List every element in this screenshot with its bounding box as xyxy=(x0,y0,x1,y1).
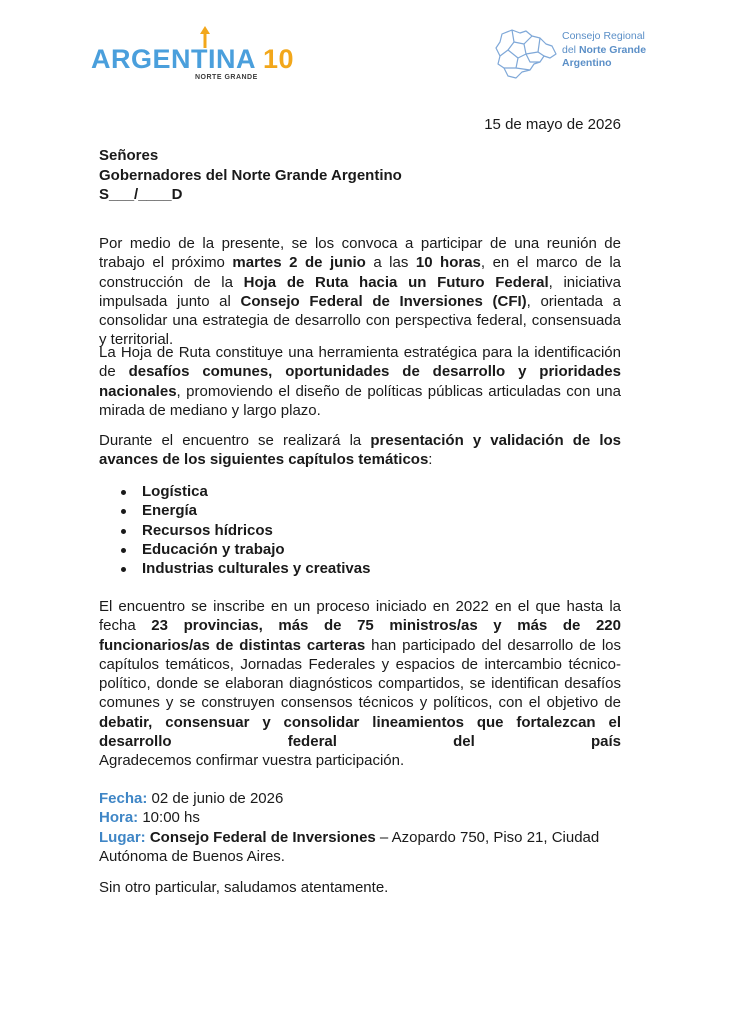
paragraph-agenda-intro: Durante el encuentro se realizará la presentación y validación de los avances de los siguientes capítulos temáticos: xyxy=(99,432,621,469)
region-map-icon xyxy=(494,28,558,80)
paragraph-convocation: Por medio de la presente, se los convoca a participar de una reunión de trabajo el próximo martes 2 de junio a las 10 horas, en el marco de la construcción de la Hoja de Ruta hacia un Futuro Federal, iniciativa impulsada junto al Consejo Federal de Inversiones (CFI), orientada a consolidar una estrategia de desarrollo con perspectiva federal, consensuada y territorial. xyxy=(99,235,622,349)
recipient-line-3: S___/____D xyxy=(99,186,183,203)
list-item: Industrias culturales y creativas xyxy=(99,559,370,578)
paragraph-confirmation: Agradecemos confirmar vuestra participación. xyxy=(99,752,405,769)
recipient-line-1: Señores xyxy=(99,147,159,164)
list-item: Energía xyxy=(99,501,370,520)
detail-time: Hora: 10:00 hs xyxy=(99,809,200,827)
recipient-block xyxy=(99,146,402,205)
detail-date: Fecha: 02 de junio de 2026 xyxy=(99,790,284,807)
list-item: Logística xyxy=(99,482,370,501)
region-logo-line2: del Norte Grande xyxy=(562,43,647,56)
closing-line: Sin otro particular, saludamos atentamente. xyxy=(99,879,389,896)
argentina-10-logo xyxy=(91,26,295,81)
letter-date: 15 de mayo de 2026 xyxy=(484,116,621,133)
paragraph-process: El encuentro se inscribe en un proceso iniciado en 2022 en el que hasta la fecha 23 provincias, más de 75 ministros/as y más de 220 funcionarios/as de distintas carteras han participado del desarrollo de los capítulos temáticos, Jornadas Federales y espacios de intercambio técnico-político, donde se elaboran diagnósticos compartidos, se identifican desafíos comunes y se construyen consensos técnicos y políticos, con el objetivo de debatir, consensuar y consolidar lineamientos que fortalezcan el desarrollo federal del país xyxy=(99,598,621,751)
paragraph-roadmap: La Hoja de Ruta constituye una herramienta estratégica para la identificación de desafíos comunes, oportunidades de desarrollo y prioridades nacionales, promoviendo el diseño de políticas públicas articuladas con una mirada de mediano y largo plazo. xyxy=(99,344,621,419)
logo-word: ARGENTIN xyxy=(91,44,236,74)
logo-number: 10 xyxy=(255,44,295,74)
bullet-icon xyxy=(121,490,126,495)
list-item: Recursos hídricos xyxy=(99,521,370,540)
chapters-list xyxy=(99,482,370,578)
detail-place: Lugar: Consejo Federal de Inversiones – Azopardo 750, Piso 21, Ciudad Autónoma de Buenos Aires. xyxy=(99,828,600,865)
consejo-regional-logo xyxy=(494,28,664,82)
meeting-details xyxy=(99,789,621,866)
region-logo-text xyxy=(562,30,646,71)
bullet-icon xyxy=(121,529,126,534)
bullet-icon xyxy=(121,567,126,572)
bullet-icon xyxy=(121,509,126,514)
region-logo-line1: Consejo Regional xyxy=(562,30,645,42)
recipient-line-2: Gobernadores del Norte Grande Argentino xyxy=(99,166,402,184)
logo-subtitle: NORTE GRANDE xyxy=(195,74,258,81)
logo-word-end: A xyxy=(236,44,255,74)
bullet-icon xyxy=(121,548,126,553)
region-logo-line3: Argentino xyxy=(562,57,612,69)
logo-wordmark xyxy=(91,44,294,75)
list-item: Educación y trabajo xyxy=(99,540,370,559)
